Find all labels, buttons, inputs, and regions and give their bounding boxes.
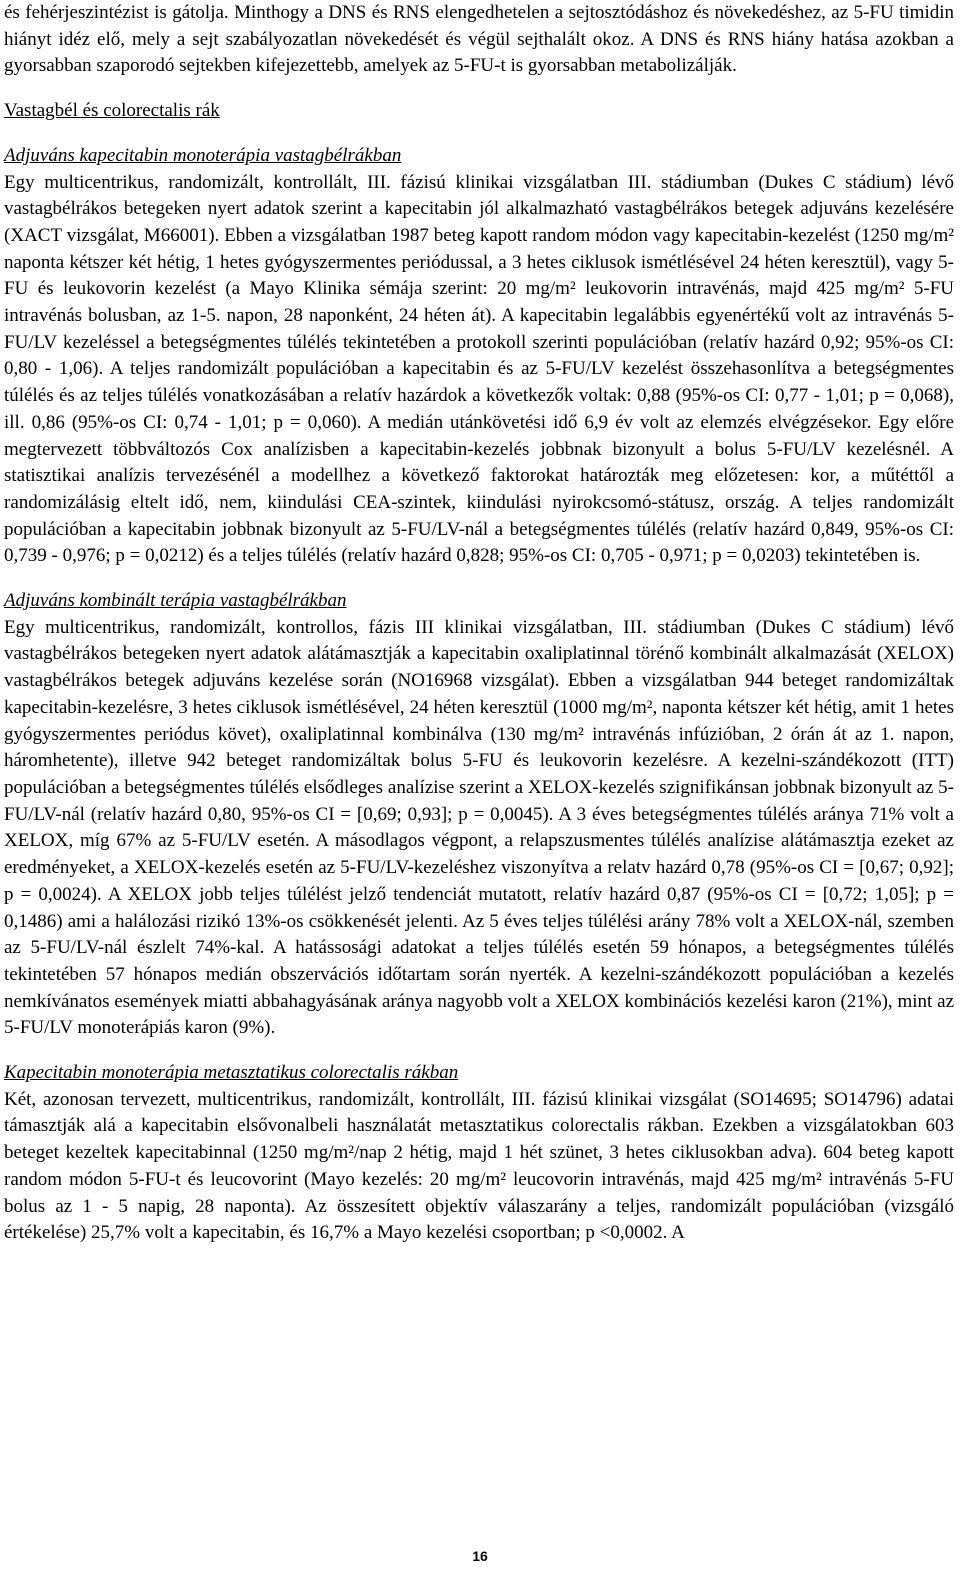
document-page bbox=[4, 0, 954, 1247]
subsection-title-adjuvant-mono: Adjuváns kapecitabin monoterápia vastagbélrákban bbox=[4, 144, 402, 166]
section-title: Vastagbél és colorectalis rák bbox=[4, 100, 220, 122]
subsection-title-metastatic: Kapecitabin monoterápia metasztatikus colorectalis rákban bbox=[4, 1062, 459, 1084]
subsection-title-adjuvant-combo: Adjuváns kombinált terápia vastagbélrákban bbox=[4, 590, 347, 612]
subsection-text-adjuvant-mono: Egy multicentrikus, randomizált, kontrollált, III. fázisú klinikai vizsgálatban III. stádiumban (Dukes C stádium) lévő vastagbélrákos betegeken nyert adatok szerint a kapecitabin jól alkalmazható vastagbélrákos betegek adjuváns kezelésére (XACT vizsgálat, M66001). Ebben a vizsgálatban 1987 beteg kapott random módon vagy kapecitabin-kezelést (1250 mg/m² naponta kétszer két hétig, 1 hetes gyógyszermentes periódussal, a 3 hetes ciklusok ismétlésével 24 héten keresztül), vagy 5-FU és leukovorin kezelést (a Mayo Klinika sémája szerint: 20 mg/m² leukovorin intravénás, majd 425 mg/m² 5-FU intravénás bolusban, az 1-5. napon, 28 naponként, 24 héten át). A kapecitabin legalábbis egyenértékű volt az intravénás 5-FU/LV kezeléssel a betegségmentes túlélés tekintetében a protokoll szerinti populációban (relatív hazárd 0,92; 95%-os CI: 0,80 - 1,06). A teljes randomizált populációban a kapecitabin és az 5-FU/LV kezelést összehasonlítva a betegségmentes túlélés és az teljes túlélés vonatkozásában a relatív hazárdok a következők voltak: 0,88 (95%-os CI: 0,77 - 1,01; p = 0,068), ill. 0,86 (95%-os CI: 0,74 - 1,01; p = 0,060). A medián utánkövetési idő 6,9 év volt az elemzés elvégzésekor. Egy előre megtervezett többváltozós Cox analízisben a kapecitabin-kezelés jobbnak bizonyult a bolus 5-FU/LV kezelésnél. A statisztikai analízis tervezésénél a modellhez a következő faktorokat határozták meg előzetesen: kor, a műtéttől a randomizálásig eltelt idő, nem, kiindulási CEA-szintek, kiindulási nyirokcsomó-státusz, ország. A teljes randomizált populációban a kapecitabin jobbnak bizonyult az 5-FU/LV-nál a betegségmentes túlélés (relatív hazárd 0,849, 95%-os CI: 0,739 - 0,976; p = 0,0212) és a teljes túlélés (relatív hazárd 0,828; 95%-os CI: 0,705 - 0,971; p = 0,0203) tekintetében is. bbox=[4, 171, 954, 567]
subsection-text-metastatic: Két, azonosan tervezett, multicentrikus, randomizált, kontrollált, III. fázisú klinikai vizsgálat (SO14695; SO14796) adatai támasztják alá a kapecitabin elsővonalbeli használatát metasztatikus colorectalis rákban. Ezekben a vizsgálatokban 603 beteget kezeltek kapecitabinnal (1250 mg/m²/nap 2 hétig, majd 1 hét szünet, 3 hetes ciklusokban adva). 604 beteg kapott random módon 5-FU-t és leucovorint (Mayo kezelés: 20 mg/m² leucovorin intravénás, majd 425 mg/m² intravénás 5-FU bolus az 1 - 5 napig, 28 naponta). Az összesített objektív válaszarány a teljes, randomizált populációban (vizsgáló értékelése) 25,7% volt a kapecitabin, és 16,7% a Mayo kezelési csoportban; p <0,0002. A bbox=[4, 1088, 954, 1244]
page-number: 16 bbox=[472, 1548, 488, 1564]
subsection-text-adjuvant-combo: Egy multicentrikus, randomizált, kontrollos, fázis III klinikai vizsgálatban, III. stádiumban (Dukes C stádium) lévő vastagbélrákos betegeken nyert adatok alátámasztják a kapecitabin oxaliplatinnal törénő kombinált alkalmazását (XELOX) vastagbélrákos betegek adjuváns kezelése során (NO16968 vizsgálat). Ebben a vizsgálatban 944 beteget randomizáltak kapecitabin-kezelésre, 3 hetes ciklusok ismétlésével, 24 héten keresztül (1000 mg/m², naponta kétszer két hétig, amit 1 hetes gyógyszermentes periódus követ), oxaliplatinnal kombinálva (130 mg/m² intravénás infúzióban, 2 órán át az 1. napon, háromhetente), illetve 942 beteget randomizáltak bolus 5-FU és leukovorin kezelésre. A kezelni-szándékozott (ITT) populációban a betegségmentes túlélés elsődleges analízise szerint a XELOX-kezelés szignifikánsan jobbnak bizonyult az 5-FU/LV-nál (relatív hazárd 0,80, 95%-os CI = [0,69; 0,93]; p = 0,0045). A 3 éves betegségmentes túlélés aránya 71% volt a XELOX, míg 67% az 5-FU/LV esetén. A másodlagos végpont, a relapszusmentes túlélés analízise alátámasztja ezeket az eredményeket, a XELOX-kezelés esetén az 5-FU/LV-kezeléshez viszonyítva a relatv hazárd 0,78 (95%-os CI = [0,67; 0,92]; p = 0,0024). A XELOX jobb teljes túlélést jelző tendenciát mutatott, relatív hazárd 0,87 (95%-os CI = [0,72; 1,05]; p = 0,1486) ami a halálozási rizikó 13%-os csökkenését jelenti. Az 5 éves teljes túlélési arány 78% volt a XELOX-nál, szemben az 5-FU/LV-nál észlelt 74%-kal. A hatássosági adatokat a teljes túlélés esetén 59 hónapos, a betegségmentes túlélés tekintetében 57 hónapos medián obszervációs időtartam során nyerték. A kezelni-szándékozott populációban a kezelés nemkívánatos események miatti abbahagyásának aránya nagyobb volt a XELOX kombinációs kezelési karon (21%), mint az 5-FU/LV monoterápiás karon (9%). bbox=[4, 616, 954, 1039]
intro-paragraph: és fehérjeszintézist is gátolja. Minthogy a DNS és RNS elengedhetelen a sejtosztódáshoz és növekedéshez, az 5-FU timidin hiányt idéz elő, mely a sejt szabályozatlan növekedését és végül sejthalált okoz. A DNS és RNS hiány hatása azokban a gyorsabban szaporodó sejtekben kifejezettebb, amelyek az 5-FU-t is gyorsabban metabolizálják. bbox=[4, 2, 954, 77]
